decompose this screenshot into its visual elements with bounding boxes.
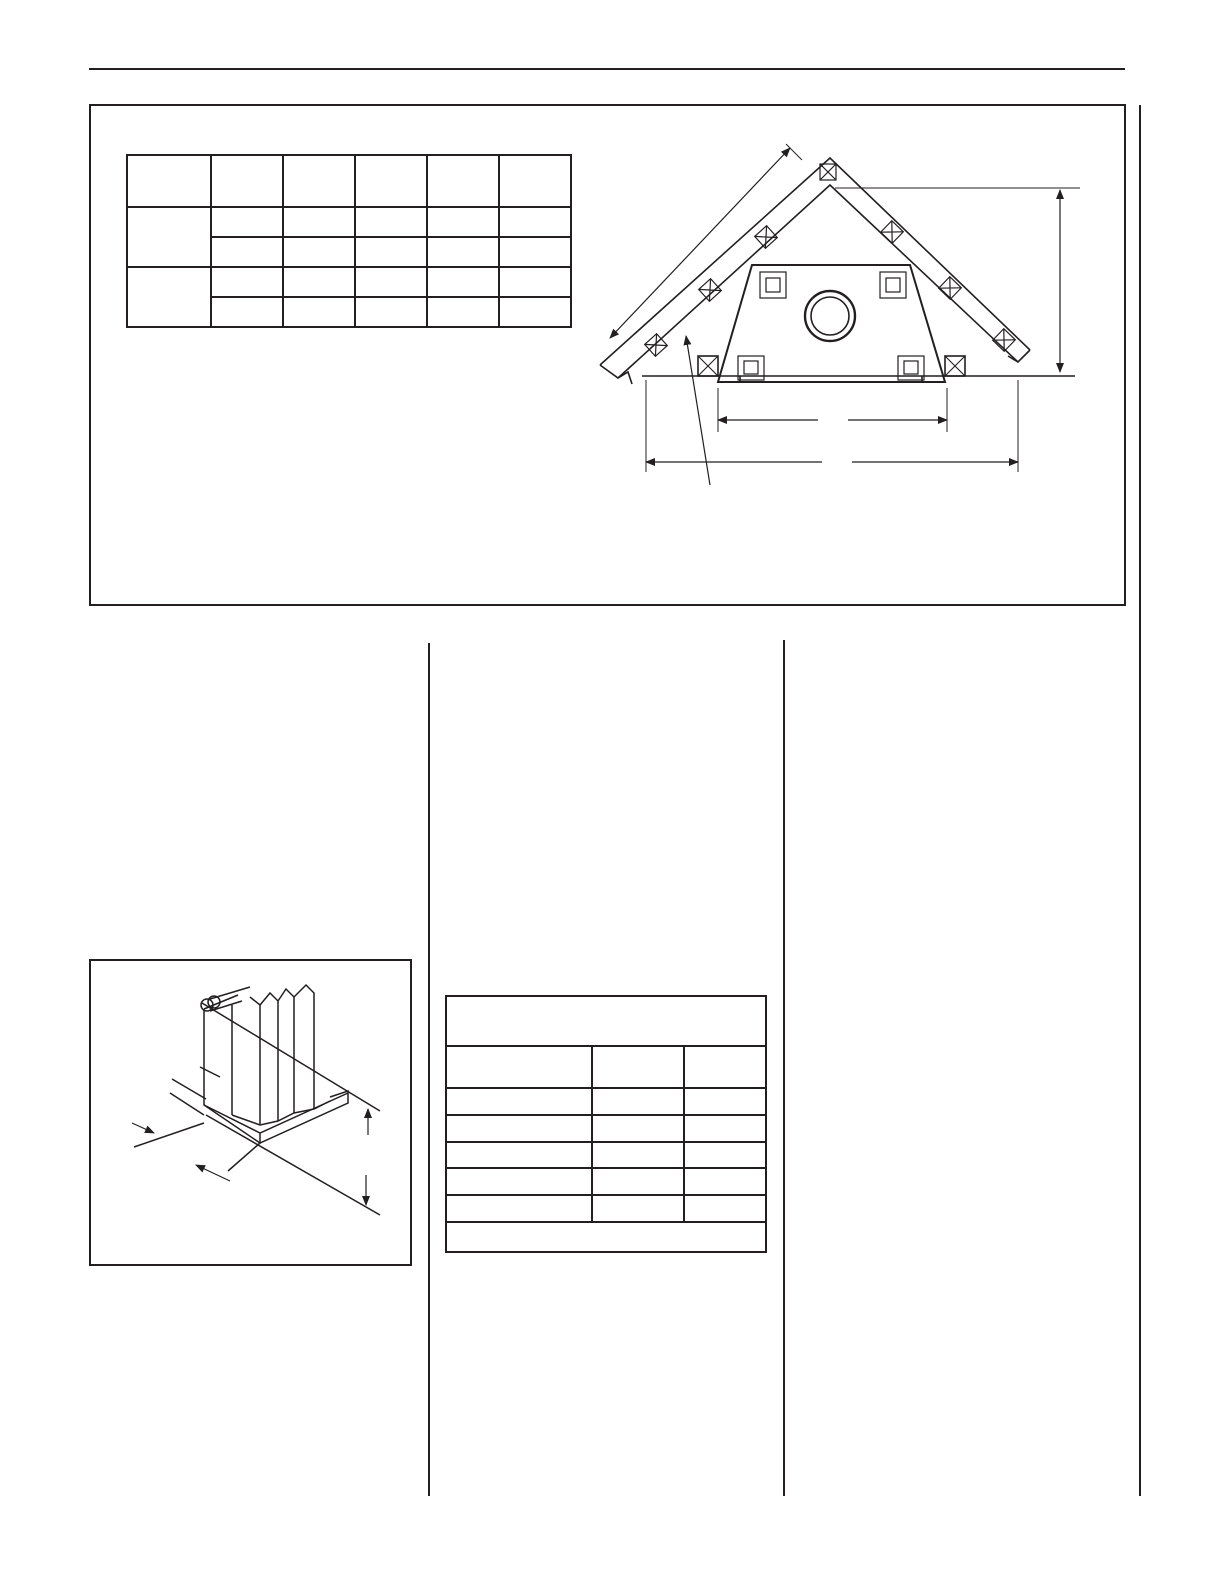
framing-dimension-table xyxy=(126,154,572,328)
table-row xyxy=(446,1142,766,1169)
table-header-cell xyxy=(283,155,355,207)
table-cell xyxy=(592,1142,684,1169)
table-cell xyxy=(446,1088,592,1115)
table-cell xyxy=(592,1168,684,1195)
table-cell xyxy=(211,297,283,327)
table-cell xyxy=(446,1168,592,1195)
corner-framing-diagram xyxy=(590,140,1090,500)
table-cell xyxy=(283,267,355,297)
table-row xyxy=(446,1088,766,1115)
table-row xyxy=(446,1195,766,1222)
table-header-cell xyxy=(446,1046,592,1088)
table-cell xyxy=(446,1195,592,1222)
table-title xyxy=(446,996,766,1046)
table-cell xyxy=(499,297,571,327)
right-margin-rule xyxy=(1139,105,1141,1496)
table-cell xyxy=(684,1168,766,1195)
table-header-cell xyxy=(684,1046,766,1088)
table-cell xyxy=(592,1088,684,1115)
table-footer xyxy=(446,1222,766,1252)
table-cell xyxy=(211,237,283,267)
table-cell xyxy=(446,1115,592,1142)
table-cell xyxy=(355,207,427,237)
table-cell xyxy=(283,237,355,267)
table-cell xyxy=(592,1195,684,1222)
column-divider-right xyxy=(783,640,785,1496)
table-cell xyxy=(499,267,571,297)
table-cell xyxy=(283,207,355,237)
table-header-cell xyxy=(211,155,283,207)
table-cell xyxy=(684,1195,766,1222)
table-row-group-label xyxy=(127,207,211,267)
table-cell xyxy=(211,207,283,237)
table-row xyxy=(446,1168,766,1195)
header-rule xyxy=(89,68,1125,70)
table-cell xyxy=(355,237,427,267)
table-cell xyxy=(446,1142,592,1169)
table-cell xyxy=(427,207,499,237)
table-row-group-label xyxy=(127,267,211,327)
table-header-cell xyxy=(127,155,211,207)
table-header-cell xyxy=(592,1046,684,1088)
table-header-cell xyxy=(355,155,427,207)
table-cell xyxy=(684,1142,766,1169)
table-cell xyxy=(427,237,499,267)
table-cell xyxy=(499,207,571,237)
middle-column-table xyxy=(445,995,767,1253)
table-cell xyxy=(211,267,283,297)
table-cell xyxy=(684,1088,766,1115)
table-header-cell xyxy=(427,155,499,207)
table-cell xyxy=(684,1115,766,1142)
table-row xyxy=(446,1115,766,1142)
table-cell xyxy=(355,297,427,327)
hearth-extension-diagram xyxy=(110,975,400,1245)
table-header-cell xyxy=(499,155,571,207)
table-cell xyxy=(283,297,355,327)
column-divider-left xyxy=(428,643,430,1496)
table-cell xyxy=(355,267,427,297)
table-cell xyxy=(427,297,499,327)
table-cell xyxy=(499,237,571,267)
table-cell xyxy=(427,267,499,297)
table-cell xyxy=(592,1115,684,1142)
